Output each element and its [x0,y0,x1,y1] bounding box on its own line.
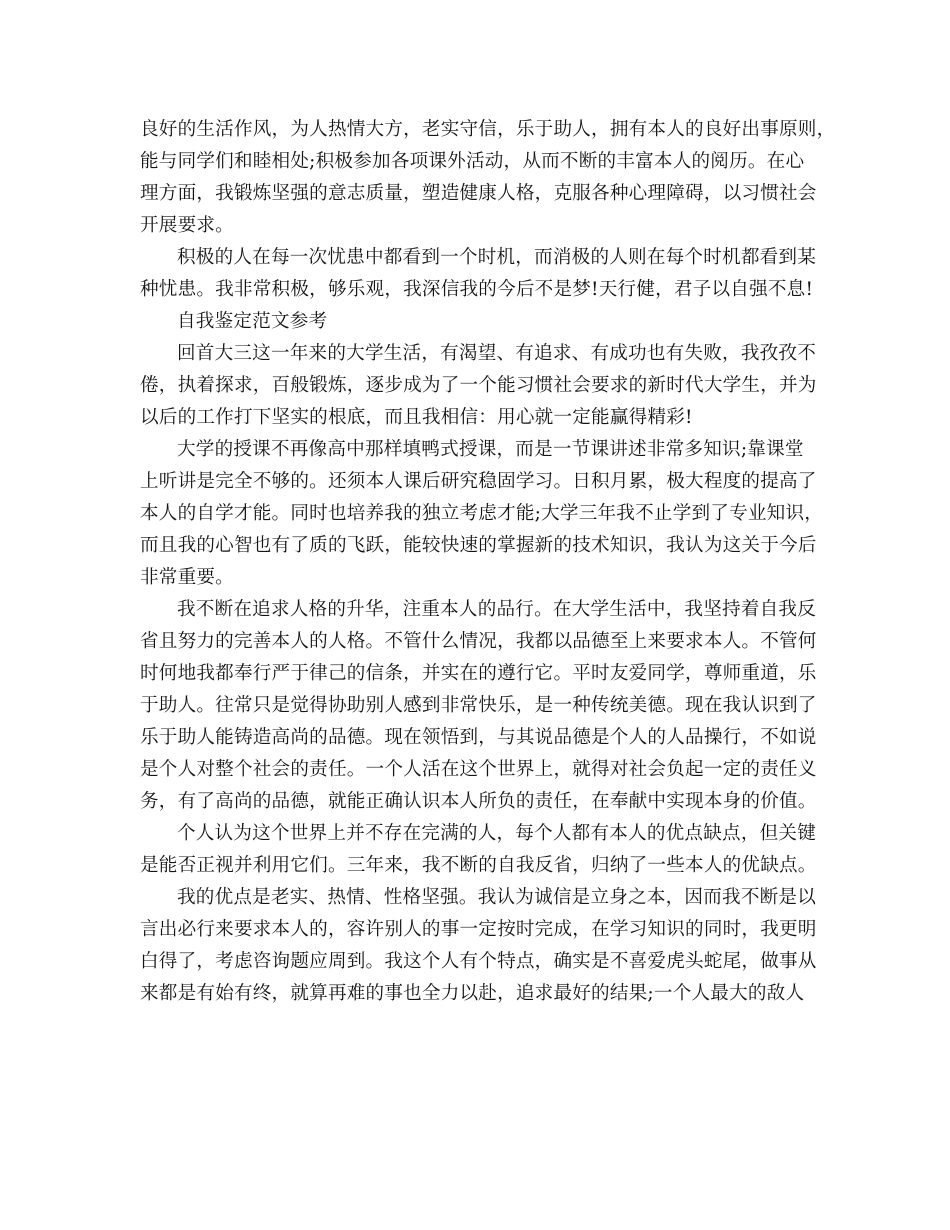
text-line: 是个人对整个社会的责任。一个人活在这个世界上，就得对社会负起一定的责任义 [140,759,817,780]
text-line: 非常重要。 [140,567,234,588]
text-line: 上听讲是完全不够的。还须本人课后研究稳固学习。日积月累，极大程度的提高了 [140,471,817,492]
text-line: 本人的自学才能。同时也培养我的独立考虑才能;大学三年我不止学到了专业知识， [140,503,824,524]
text-line: 理方面，我锻炼坚强的意志质量，塑造健康人格，克服各种心理障碍，以习惯社会 [140,183,817,204]
text-line: 以后的工作打下坚实的根底，而且我相信：用心就一定能赢得精彩! [140,407,693,428]
text-line: 时何地我都奉行严于律己的信条，并实在的遵行它。平时友爱同学，尊师重道，乐 [140,663,817,684]
text-line: 而且我的心智也有了质的飞跃，能较快速的掌握新的技术知识，我认为这关于今后 [140,535,817,556]
text-line: 于助人。往常只是觉得协助别人感到非常快乐，是一种传统美德。现在我认识到了 [140,695,817,716]
text-line: 良好的生活作风，为人热情大方，老实守信，乐于助人，拥有本人的良好出事原则， [140,119,836,140]
document-body [140,114,836,1010]
text-line: 积极的人在每一次忧患中都看到一个时机，而消极的人则在每个时机都看到某 [177,247,816,268]
text-line: 个人认为这个世界上并不存在完满的人，每个人都有本人的优点缺点，但关键 [177,823,816,844]
text-line: 回首大三这一年来的大学生活，有渴望、有追求、有成功也有失败，我孜孜不 [177,343,816,364]
text-line: 来都是有始有终，就算再难的事也全力以赴，追求最好的结果;一个人最大的敌人 [140,983,805,1004]
text-line: 言出必行来要求本人的，容许别人的事一定按时完成，在学习知识的同时，我更明 [140,919,817,940]
text-line: 白得了，考虑咨询题应周到。我这个人有个特点，确实是不喜爱虎头蛇尾，做事从 [140,951,817,972]
text-line: 倦，执着探求，百般锻炼，逐步成为了一个能习惯社会要求的新时代大学生，并为 [140,375,817,396]
text-line: 大学的授课不再像高中那样填鸭式授课，而是一节课讲述非常多知识;靠课堂 [177,439,804,460]
text-line: 我不断在追求人格的升华，注重本人的品行。在大学生活中，我坚持着自我反 [177,599,816,620]
text-line: 我的优点是老实、热情、性格坚强。我认为诚信是立身之本，因而我不断是以 [177,887,816,908]
text-line: 种忧患。我非常积极，够乐观，我深信我的今后不是梦!天行健，君子以自强不息! [140,279,814,300]
text-line: 是能否正视并利用它们。三年来，我不断的自我反省，归纳了一些本人的优缺点。 [140,855,817,876]
text-line: 能与同学们和睦相处;积极参加各项课外活动，从而不断的丰富本人的阅历。在心 [140,151,805,172]
text-line: 乐于助人能铸造高尚的品德。现在领悟到，与其说品德是个人的人品操行，不如说 [140,727,817,748]
text-line: 省且努力的完善本人的人格。不管什么情况，我都以品德至上来要求本人。不管何 [140,631,817,652]
text-line: 务，有了高尚的品德，就能正确认识本人所负的责任，在奉献中实现本身的价值。 [140,791,817,812]
section-heading: 自我鉴定范文参考 [177,311,328,332]
text-line: 开展要求。 [140,215,234,236]
